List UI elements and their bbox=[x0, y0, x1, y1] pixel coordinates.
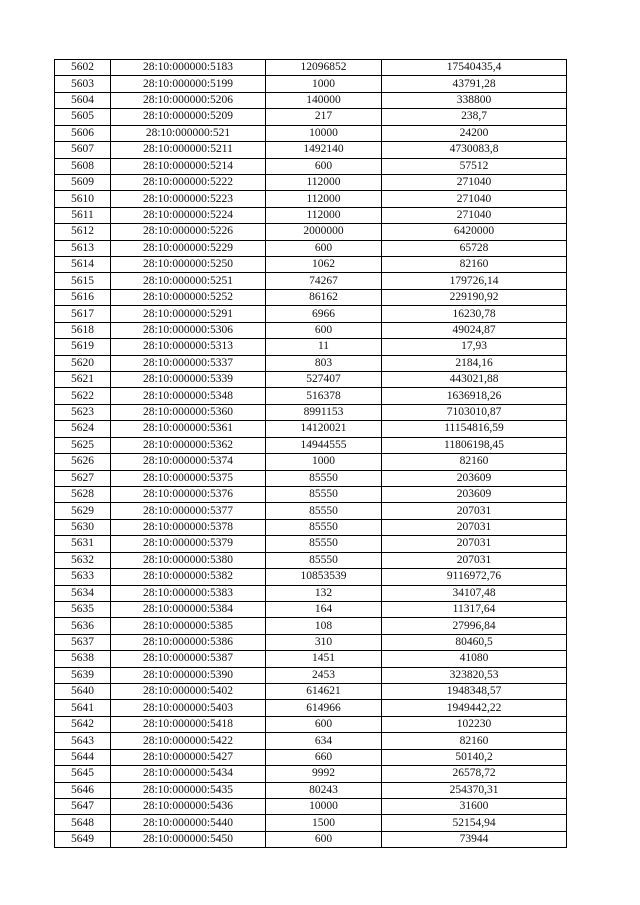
row-number-cell: 5633 bbox=[55, 569, 111, 585]
table-row bbox=[55, 798, 567, 814]
value-cell: 4730083,8 bbox=[382, 142, 567, 158]
area-cell: 11 bbox=[266, 339, 382, 355]
value-cell: 338800 bbox=[382, 92, 567, 108]
cadastral-number-cell: 28:10:000000:5436 bbox=[111, 798, 266, 814]
row-number-cell: 5608 bbox=[55, 158, 111, 174]
table-row bbox=[55, 339, 567, 355]
table-row bbox=[55, 716, 567, 732]
cadastral-number-cell: 28:10:000000:5382 bbox=[111, 569, 266, 585]
table-row bbox=[55, 831, 567, 847]
value-cell: 7103010,87 bbox=[382, 404, 567, 420]
value-cell: 82160 bbox=[382, 733, 567, 749]
value-cell: 31600 bbox=[382, 798, 567, 814]
value-cell: 2184,16 bbox=[382, 355, 567, 371]
row-number-cell: 5614 bbox=[55, 257, 111, 273]
cadastral-number-cell: 28:10:000000:5402 bbox=[111, 684, 266, 700]
area-cell: 140000 bbox=[266, 92, 382, 108]
row-number-cell: 5642 bbox=[55, 716, 111, 732]
area-cell: 600 bbox=[266, 716, 382, 732]
row-number-cell: 5617 bbox=[55, 306, 111, 322]
table-row bbox=[55, 684, 567, 700]
value-cell: 41080 bbox=[382, 651, 567, 667]
area-cell: 14944555 bbox=[266, 437, 382, 453]
cadastral-number-cell: 28:10:000000:5209 bbox=[111, 109, 266, 125]
cadastral-number-cell: 28:10:000000:5385 bbox=[111, 618, 266, 634]
area-cell: 12096852 bbox=[266, 60, 382, 76]
row-number-cell: 5611 bbox=[55, 207, 111, 223]
cadastral-number-cell: 28:10:000000:5383 bbox=[111, 585, 266, 601]
table-row bbox=[55, 601, 567, 617]
cadastral-number-cell: 28:10:000000:5422 bbox=[111, 733, 266, 749]
area-cell: 6966 bbox=[266, 306, 382, 322]
row-number-cell: 5644 bbox=[55, 749, 111, 765]
value-cell: 229190,92 bbox=[382, 289, 567, 305]
cadastral-number-cell: 28:10:000000:5183 bbox=[111, 60, 266, 76]
value-cell: 57512 bbox=[382, 158, 567, 174]
table-row bbox=[55, 60, 567, 76]
row-number-cell: 5629 bbox=[55, 503, 111, 519]
area-cell: 634 bbox=[266, 733, 382, 749]
row-number-cell: 5619 bbox=[55, 339, 111, 355]
cadastral-number-cell: 28:10:000000:5206 bbox=[111, 92, 266, 108]
row-number-cell: 5622 bbox=[55, 388, 111, 404]
row-number-cell: 5604 bbox=[55, 92, 111, 108]
table-row bbox=[55, 454, 567, 470]
cadastral-number-cell: 28:10:000000:5376 bbox=[111, 486, 266, 502]
area-cell: 86162 bbox=[266, 289, 382, 305]
table-row bbox=[55, 782, 567, 798]
cadastral-number-cell: 28:10:000000:5374 bbox=[111, 454, 266, 470]
table-row bbox=[55, 634, 567, 650]
cadastral-number-cell: 28:10:000000:5440 bbox=[111, 815, 266, 831]
area-cell: 527407 bbox=[266, 372, 382, 388]
table-row bbox=[55, 158, 567, 174]
table-row bbox=[55, 322, 567, 338]
cadastral-number-cell: 28:10:000000:5250 bbox=[111, 257, 266, 273]
value-cell: 6420000 bbox=[382, 224, 567, 240]
row-number-cell: 5640 bbox=[55, 684, 111, 700]
cadastral-number-cell: 28:10:000000:5224 bbox=[111, 207, 266, 223]
table-row bbox=[55, 142, 567, 158]
value-cell: 207031 bbox=[382, 552, 567, 568]
cadastral-number-cell: 28:10:000000:5306 bbox=[111, 322, 266, 338]
value-cell: 17540435,4 bbox=[382, 60, 567, 76]
row-number-cell: 5647 bbox=[55, 798, 111, 814]
value-cell: 73944 bbox=[382, 831, 567, 847]
value-cell: 443021,88 bbox=[382, 372, 567, 388]
cadastral-number-cell: 28:10:000000:5362 bbox=[111, 437, 266, 453]
value-cell: 82160 bbox=[382, 454, 567, 470]
value-cell: 17,93 bbox=[382, 339, 567, 355]
table-row bbox=[55, 257, 567, 273]
area-cell: 1451 bbox=[266, 651, 382, 667]
table-row bbox=[55, 651, 567, 667]
table-row bbox=[55, 470, 567, 486]
value-cell: 49024,87 bbox=[382, 322, 567, 338]
value-cell: 207031 bbox=[382, 536, 567, 552]
value-cell: 1949442,22 bbox=[382, 700, 567, 716]
value-cell: 102230 bbox=[382, 716, 567, 732]
table-row bbox=[55, 486, 567, 502]
row-number-cell: 5609 bbox=[55, 174, 111, 190]
cadastral-number-cell: 28:10:000000:5337 bbox=[111, 355, 266, 371]
row-number-cell: 5606 bbox=[55, 125, 111, 141]
area-cell: 660 bbox=[266, 749, 382, 765]
value-cell: 16230,78 bbox=[382, 306, 567, 322]
value-cell: 254370,31 bbox=[382, 782, 567, 798]
cadastral-number-cell: 28:10:000000:5360 bbox=[111, 404, 266, 420]
cadastral-number-cell: 28:10:000000:5226 bbox=[111, 224, 266, 240]
value-cell: 26578,72 bbox=[382, 766, 567, 782]
area-cell: 74267 bbox=[266, 273, 382, 289]
row-number-cell: 5636 bbox=[55, 618, 111, 634]
value-cell: 271040 bbox=[382, 191, 567, 207]
value-cell: 271040 bbox=[382, 174, 567, 190]
area-cell: 2000000 bbox=[266, 224, 382, 240]
row-number-cell: 5634 bbox=[55, 585, 111, 601]
cadastral-number-cell: 28:10:000000:5386 bbox=[111, 634, 266, 650]
cadastral-number-cell: 28:10:000000:5199 bbox=[111, 76, 266, 92]
table-row bbox=[55, 421, 567, 437]
table-row bbox=[55, 585, 567, 601]
value-cell: 9116972,76 bbox=[382, 569, 567, 585]
value-cell: 11806198,45 bbox=[382, 437, 567, 453]
table-row bbox=[55, 289, 567, 305]
value-cell: 65728 bbox=[382, 240, 567, 256]
value-cell: 238,7 bbox=[382, 109, 567, 125]
table-row bbox=[55, 437, 567, 453]
value-cell: 203609 bbox=[382, 470, 567, 486]
area-cell: 2453 bbox=[266, 667, 382, 683]
cadastral-number-cell: 28:10:000000:5251 bbox=[111, 273, 266, 289]
table-row bbox=[55, 207, 567, 223]
table-row bbox=[55, 372, 567, 388]
value-cell: 34107,48 bbox=[382, 585, 567, 601]
cadastral-number-cell: 28:10:000000:5380 bbox=[111, 552, 266, 568]
cadastral-number-cell: 28:10:000000:5361 bbox=[111, 421, 266, 437]
area-cell: 85550 bbox=[266, 470, 382, 486]
row-number-cell: 5602 bbox=[55, 60, 111, 76]
row-number-cell: 5639 bbox=[55, 667, 111, 683]
area-cell: 112000 bbox=[266, 174, 382, 190]
row-number-cell: 5603 bbox=[55, 76, 111, 92]
area-cell: 600 bbox=[266, 322, 382, 338]
row-number-cell: 5615 bbox=[55, 273, 111, 289]
row-number-cell: 5618 bbox=[55, 322, 111, 338]
area-cell: 1492140 bbox=[266, 142, 382, 158]
row-number-cell: 5624 bbox=[55, 421, 111, 437]
table-row bbox=[55, 109, 567, 125]
row-number-cell: 5625 bbox=[55, 437, 111, 453]
area-cell: 85550 bbox=[266, 519, 382, 535]
row-number-cell: 5632 bbox=[55, 552, 111, 568]
table-row bbox=[55, 240, 567, 256]
cadastral-number-cell: 28:10:000000:5348 bbox=[111, 388, 266, 404]
row-number-cell: 5641 bbox=[55, 700, 111, 716]
area-cell: 600 bbox=[266, 240, 382, 256]
area-cell: 10000 bbox=[266, 798, 382, 814]
area-cell: 14120021 bbox=[266, 421, 382, 437]
area-cell: 9992 bbox=[266, 766, 382, 782]
cadastral-number-cell: 28:10:000000:5223 bbox=[111, 191, 266, 207]
row-number-cell: 5620 bbox=[55, 355, 111, 371]
value-cell: 43791,28 bbox=[382, 76, 567, 92]
value-cell: 11154816,59 bbox=[382, 421, 567, 437]
area-cell: 217 bbox=[266, 109, 382, 125]
area-cell: 600 bbox=[266, 158, 382, 174]
table-row bbox=[55, 536, 567, 552]
row-number-cell: 5607 bbox=[55, 142, 111, 158]
area-cell: 10000 bbox=[266, 125, 382, 141]
table-row bbox=[55, 569, 567, 585]
table-row bbox=[55, 388, 567, 404]
table-row bbox=[55, 355, 567, 371]
table-row bbox=[55, 667, 567, 683]
area-cell: 108 bbox=[266, 618, 382, 634]
table-row bbox=[55, 700, 567, 716]
row-number-cell: 5648 bbox=[55, 815, 111, 831]
table-row bbox=[55, 224, 567, 240]
cadastral-number-cell: 28:10:000000:5222 bbox=[111, 174, 266, 190]
row-number-cell: 5635 bbox=[55, 601, 111, 617]
row-number-cell: 5638 bbox=[55, 651, 111, 667]
row-number-cell: 5628 bbox=[55, 486, 111, 502]
row-number-cell: 5612 bbox=[55, 224, 111, 240]
area-cell: 85550 bbox=[266, 552, 382, 568]
area-cell: 8991153 bbox=[266, 404, 382, 420]
area-cell: 164 bbox=[266, 601, 382, 617]
area-cell: 614966 bbox=[266, 700, 382, 716]
row-number-cell: 5610 bbox=[55, 191, 111, 207]
table-row bbox=[55, 519, 567, 535]
value-cell: 203609 bbox=[382, 486, 567, 502]
area-cell: 1000 bbox=[266, 454, 382, 470]
table-row bbox=[55, 174, 567, 190]
row-number-cell: 5627 bbox=[55, 470, 111, 486]
cadastral-number-cell: 28:10:000000:5434 bbox=[111, 766, 266, 782]
row-number-cell: 5630 bbox=[55, 519, 111, 535]
area-cell: 600 bbox=[266, 831, 382, 847]
area-cell: 1062 bbox=[266, 257, 382, 273]
value-cell: 52154,94 bbox=[382, 815, 567, 831]
row-number-cell: 5626 bbox=[55, 454, 111, 470]
row-number-cell: 5643 bbox=[55, 733, 111, 749]
row-number-cell: 5637 bbox=[55, 634, 111, 650]
value-cell: 50140,2 bbox=[382, 749, 567, 765]
value-cell: 24200 bbox=[382, 125, 567, 141]
area-cell: 310 bbox=[266, 634, 382, 650]
area-cell: 80243 bbox=[266, 782, 382, 798]
value-cell: 1636918,26 bbox=[382, 388, 567, 404]
table-row bbox=[55, 552, 567, 568]
table-row bbox=[55, 273, 567, 289]
area-cell: 85550 bbox=[266, 486, 382, 502]
cadastral-number-cell: 28:10:000000:5252 bbox=[111, 289, 266, 305]
row-number-cell: 5613 bbox=[55, 240, 111, 256]
row-number-cell: 5621 bbox=[55, 372, 111, 388]
table-row bbox=[55, 76, 567, 92]
cadastral-number-cell: 28:10:000000:5384 bbox=[111, 601, 266, 617]
value-cell: 207031 bbox=[382, 503, 567, 519]
cadastral-number-cell: 28:10:000000:5214 bbox=[111, 158, 266, 174]
area-cell: 132 bbox=[266, 585, 382, 601]
cadastral-number-cell: 28:10:000000:5291 bbox=[111, 306, 266, 322]
area-cell: 1000 bbox=[266, 76, 382, 92]
row-number-cell: 5605 bbox=[55, 109, 111, 125]
row-number-cell: 5646 bbox=[55, 782, 111, 798]
area-cell: 85550 bbox=[266, 536, 382, 552]
cadastral-number-cell: 28:10:000000:5403 bbox=[111, 700, 266, 716]
data-table bbox=[54, 59, 567, 848]
value-cell: 11317,64 bbox=[382, 601, 567, 617]
area-cell: 10853539 bbox=[266, 569, 382, 585]
table-row bbox=[55, 766, 567, 782]
cadastral-number-cell: 28:10:000000:5313 bbox=[111, 339, 266, 355]
cadastral-number-cell: 28:10:000000:5418 bbox=[111, 716, 266, 732]
table-row bbox=[55, 749, 567, 765]
cadastral-number-cell: 28:10:000000:5435 bbox=[111, 782, 266, 798]
value-cell: 207031 bbox=[382, 519, 567, 535]
cadastral-number-cell: 28:10:000000:5450 bbox=[111, 831, 266, 847]
area-cell: 614621 bbox=[266, 684, 382, 700]
table-row bbox=[55, 618, 567, 634]
table-row bbox=[55, 125, 567, 141]
cadastral-number-cell: 28:10:000000:5390 bbox=[111, 667, 266, 683]
row-number-cell: 5616 bbox=[55, 289, 111, 305]
cadastral-number-cell: 28:10:000000:5427 bbox=[111, 749, 266, 765]
table-body bbox=[55, 60, 567, 848]
cadastral-number-cell: 28:10:000000:5379 bbox=[111, 536, 266, 552]
value-cell: 82160 bbox=[382, 257, 567, 273]
table-row bbox=[55, 733, 567, 749]
cadastral-number-cell: 28:10:000000:5375 bbox=[111, 470, 266, 486]
row-number-cell: 5631 bbox=[55, 536, 111, 552]
area-cell: 1500 bbox=[266, 815, 382, 831]
cadastral-number-cell: 28:10:000000:5211 bbox=[111, 142, 266, 158]
value-cell: 1948348,57 bbox=[382, 684, 567, 700]
value-cell: 80460,5 bbox=[382, 634, 567, 650]
value-cell: 179726,14 bbox=[382, 273, 567, 289]
area-cell: 112000 bbox=[266, 191, 382, 207]
cadastral-number-cell: 28:10:000000:5229 bbox=[111, 240, 266, 256]
table-row bbox=[55, 92, 567, 108]
cadastral-number-cell: 28:10:000000:5377 bbox=[111, 503, 266, 519]
cadastral-number-cell: 28:10:000000:5378 bbox=[111, 519, 266, 535]
area-cell: 85550 bbox=[266, 503, 382, 519]
cadastral-number-cell: 28:10:000000:521 bbox=[111, 125, 266, 141]
row-number-cell: 5649 bbox=[55, 831, 111, 847]
area-cell: 803 bbox=[266, 355, 382, 371]
value-cell: 271040 bbox=[382, 207, 567, 223]
table-row bbox=[55, 191, 567, 207]
cadastral-number-cell: 28:10:000000:5339 bbox=[111, 372, 266, 388]
value-cell: 323820,53 bbox=[382, 667, 567, 683]
row-number-cell: 5623 bbox=[55, 404, 111, 420]
table-row bbox=[55, 306, 567, 322]
table-row bbox=[55, 503, 567, 519]
cadastral-number-cell: 28:10:000000:5387 bbox=[111, 651, 266, 667]
value-cell: 27996,84 bbox=[382, 618, 567, 634]
row-number-cell: 5645 bbox=[55, 766, 111, 782]
table-row bbox=[55, 815, 567, 831]
table-row bbox=[55, 404, 567, 420]
area-cell: 516378 bbox=[266, 388, 382, 404]
area-cell: 112000 bbox=[266, 207, 382, 223]
